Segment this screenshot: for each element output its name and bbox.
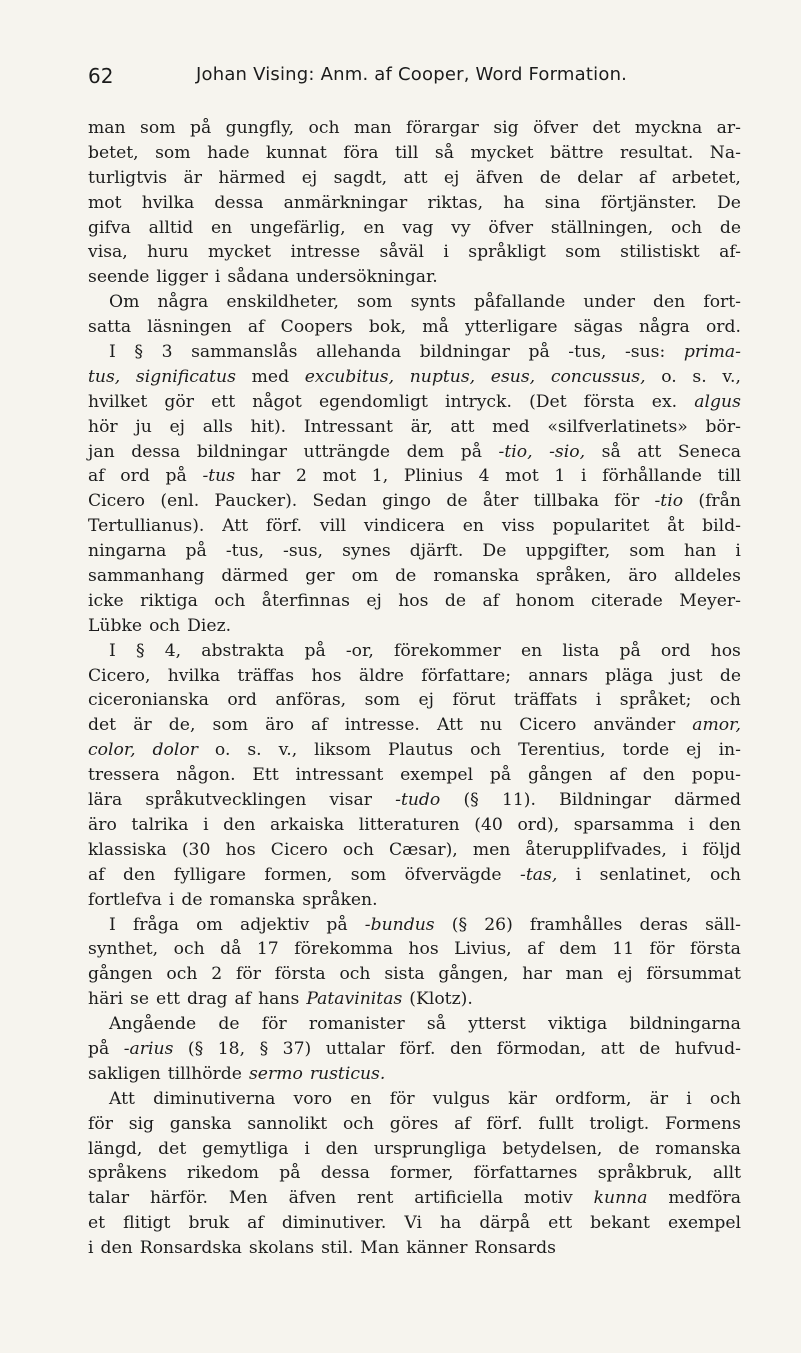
- text-line: hör ju ej alls hit). Intressant är, att med «silfverlatinets» bör-: [88, 416, 741, 437]
- text-line: I fråga om adjektiv på -bundus (§ 26) framhålles deras säll-: [109, 914, 741, 935]
- text-line: klassiska (30 hos Cicero och Cæsar), men återupplifvades, i följd: [88, 839, 741, 860]
- text-line: hvilket gör ett något egendomligt intryck. (Det första ex. algus: [88, 391, 741, 412]
- text-line: ciceronianska ord anföras, som ej förut träffats i språket; och: [88, 690, 741, 711]
- text-line: på -arius (§ 18, § 37) uttalar förf. den förmodan, att de hufvud-: [88, 1038, 741, 1059]
- text-line: talar härför. Men äfven rent artificiella motiv kunna medföra: [88, 1188, 741, 1209]
- text-line: synthet, och då 17 förekomma hos Livius, af dem 11 för första: [88, 939, 741, 960]
- text-line: sakligen tillhörde sermo rusticus.: [88, 1063, 386, 1084]
- text-line: fortlefva i de romanska språken.: [88, 889, 378, 910]
- text-line: af ord på -tus har 2 mot 1, Plinius 4 mot 1 i förhållande till: [88, 466, 741, 487]
- text-line: Tertullianus). Att förf. vill vindicera en viss popularitet åt bild-: [88, 516, 741, 537]
- page-number: 62: [88, 64, 114, 88]
- running-title: Johan Vising: Anm. af Cooper, Word Formation.: [196, 64, 628, 85]
- text-line: längd, det gemytliga i den ursprungliga betydelsen, de romanska: [88, 1138, 741, 1159]
- text-line: I § 4, abstrakta på -or, förekommer en lista på ord hos: [109, 640, 741, 661]
- text-line: Angående de för romanister så ytterst viktiga bildningarna: [109, 1014, 741, 1035]
- text-line: språkens rikedom på dessa former, författarnes språkbruk, allt: [88, 1163, 741, 1184]
- text-line: gången och 2 för första och sista gången, har man ej försummat: [88, 964, 741, 985]
- text-line: sammanhang därmed ger om de romanska språken, äro alldeles: [88, 566, 741, 587]
- text-line: mot hvilka dessa anmärkningar riktas, ha sina förtjänster. De: [88, 192, 741, 213]
- text-line: lära språkutvecklingen visar -tudo (§ 11). Bildningar därmed: [88, 790, 741, 811]
- text-line: I § 3 sammanslås allehanda bildningar på -tus, -sus: prima-: [109, 342, 741, 363]
- text-line: för sig ganska sannolikt och göres af förf. fullt troligt. Formens: [88, 1113, 741, 1134]
- text-line: et flitigt bruk af diminutiver. Vi ha därpå ett bekant exempel: [88, 1213, 741, 1234]
- text-line: Lübke och Diez.: [88, 615, 232, 636]
- text-line: turligtvis är härmed ej sagdt, att ej äfven de delar af arbetet,: [88, 167, 741, 188]
- text-line: icke riktiga och återfinnas ej hos de af honom citerade Meyer-: [88, 590, 741, 611]
- text-line: tressera någon. Ett intressant exempel på gången af den popu-: [88, 765, 741, 786]
- text-line: häri se ett drag af hans Patavinitas (Klotz).: [88, 989, 473, 1010]
- text-line: visa, huru mycket intresse såväl i språkligt som stilistiskt af-: [88, 242, 741, 263]
- text-line: satta läsningen af Coopers bok, må ytterligare sägas några ord.: [88, 317, 741, 338]
- page-header: [88, 64, 741, 94]
- text-line: jan dessa bildningar utträngde dem på -tio, -sio, så att Seneca: [88, 441, 741, 462]
- text-line: man som på gungfly, och man förargar sig öfver det myckna ar-: [88, 118, 741, 138]
- text-line: gifva alltid en ungefärlig, en vag vy öfver ställningen, och de: [88, 217, 741, 238]
- text-line: äro talrika i den arkaiska litteraturen (40 ord), sparsamma i den: [88, 814, 741, 835]
- text-line: seende ligger i sådana undersökningar.: [88, 267, 438, 288]
- text-line: Cicero, hvilka träffas hos äldre författare; annars pläga just de: [88, 665, 741, 686]
- body-text: [88, 116, 741, 1261]
- text-line: af den fylligare formen, som öfvervägde -tas, i senlatinet, och: [88, 864, 741, 885]
- text-line: tus, significatus med excubitus, nuptus, esus, concussus, o. s. v.,: [88, 366, 741, 387]
- text-line: color, dolor o. s. v., liksom Plautus och Terentius, torde ej in-: [88, 740, 741, 761]
- text-line: i den Ronsardska skolans stil. Man känner Ronsards: [88, 1238, 556, 1259]
- text-line: Att diminutiverna voro en för vulgus kär ordform, är i och: [109, 1088, 741, 1109]
- text-line: betet, som hade kunnat föra till så mycket bättre resultat. Na-: [88, 142, 741, 163]
- text-line: Cicero (enl. Paucker). Sedan gingo de åter tillbaka för -tio (från: [88, 491, 741, 512]
- text-line: Om några enskildheter, som synts påfallande under den fort-: [109, 292, 741, 313]
- text-line: det är de, som äro af intresse. Att nu Cicero använder amor,: [88, 715, 741, 736]
- text-line: ningarna på -tus, -sus, synes djärft. De uppgifter, som han i: [88, 541, 741, 562]
